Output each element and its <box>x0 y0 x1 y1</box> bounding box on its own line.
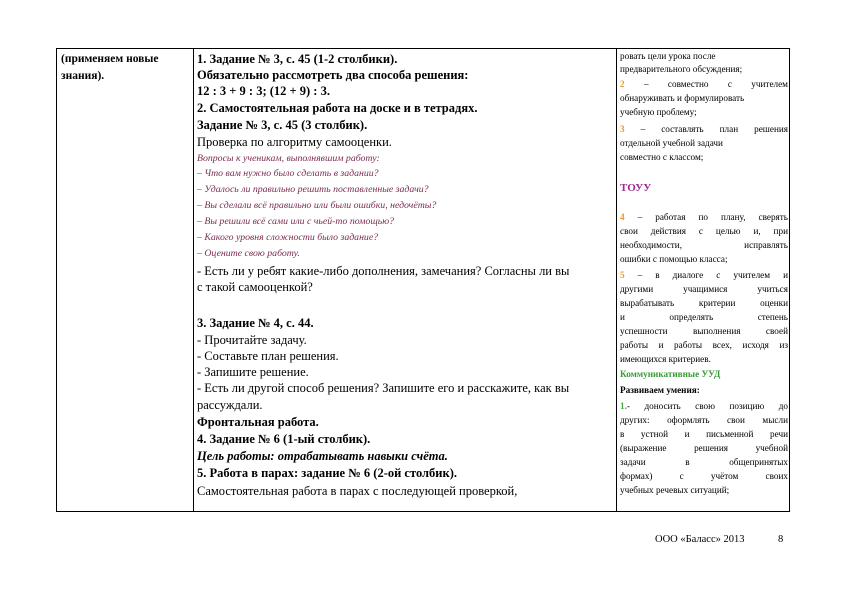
content-column <box>197 49 615 511</box>
task-heading: 5. Работа в парах: задание № 6 (2-ой столбик). <box>197 466 457 480</box>
question-item: – Удалось ли правильно решить поставленные задачи? <box>197 184 429 195</box>
outcome-text: успешности выполнения своей <box>620 326 788 336</box>
outcome-text: – в диалоге с учителем и <box>624 270 788 280</box>
outcome-text: в устной и письменной речи <box>620 429 788 439</box>
outcome-text: свои действия с целью и, при <box>620 226 788 236</box>
section-heading: Коммуникативные УУД <box>620 369 721 379</box>
question-item: – Оцените свою работу. <box>197 248 300 259</box>
outcome-item <box>620 124 788 134</box>
outcome-text: – работая по плану, сверять <box>624 212 788 222</box>
stage-label: (применяем новые <box>61 53 159 65</box>
lesson-table <box>56 48 790 512</box>
task-text: рассуждали. <box>197 398 263 412</box>
outcome-item <box>620 79 788 89</box>
item-number: 1. <box>620 401 627 411</box>
item-number: 3 <box>620 124 625 134</box>
question-item: – Вы решили всё сами или с чьей-то помощью? <box>197 216 395 227</box>
task-heading: 2. Самостоятельная работа на доске и в тетрадях. <box>197 101 478 115</box>
goal-line <box>197 449 448 464</box>
task-text: 12 : 3 + 9 : 3; (12 + 9) : 3. <box>197 84 330 98</box>
item-number: 2 <box>620 79 625 89</box>
questions-heading: Вопросы к ученикам, выполнявшим работу: <box>197 153 380 164</box>
column-divider <box>616 49 617 511</box>
outcome-text: работы и работы всех, исходя из <box>620 340 788 350</box>
outcome-text: - доносить свою позицию до <box>626 401 788 411</box>
task-heading: Задание № 3, с. 45 (3 столбик). <box>197 118 368 132</box>
outcome-text: обнаруживать и формулировать <box>620 93 745 103</box>
task-text: с такой самооценкой? <box>197 280 313 294</box>
question-item: – Что вам нужно было сделать в задании? <box>197 168 379 179</box>
task-heading: 3. Задание № 4, с. 44. <box>197 316 314 330</box>
outcome-text: других: оформлять свои мысли <box>620 415 788 425</box>
task-text: Проверка по алгоритму самооценки. <box>197 135 392 149</box>
outcome-text: ошибки с помощью класса; <box>620 254 728 264</box>
outcome-text: и определять степень <box>620 312 788 322</box>
footer-publisher: ООО «Баласс» 2013 <box>655 534 745 545</box>
goal-text: отрабатывать навыки счёта. <box>274 449 448 463</box>
section-subheading: Развиваем умения: <box>620 385 700 395</box>
question-item: – Вы сделали всё правильно или были ошибки, недочёты? <box>197 200 437 211</box>
column-divider <box>193 49 194 511</box>
task-heading: Фронтальная работа. <box>197 415 319 429</box>
outcome-text: формах) с учётом своих <box>620 471 788 481</box>
outcome-text: отдельной учебной задачи <box>620 138 723 148</box>
outcome-text: другими учащимися учиться <box>620 284 788 294</box>
stage-label: знания). <box>61 70 105 82</box>
outcome-text: – совместно с учителем <box>624 79 788 89</box>
outcome-text: ровать цели урока после <box>620 51 716 61</box>
outcome-item <box>620 401 788 411</box>
outcome-text: (выражение решения учебной <box>620 443 788 453</box>
item-number: 4 <box>620 212 625 222</box>
goal-label: Цель работы: <box>197 449 275 463</box>
task-text: - Запишите решение. <box>197 365 309 379</box>
stage-column <box>61 49 189 511</box>
task-text: - Есть ли у ребят какие-либо дополнения, замечания? Согласны ли вы <box>197 264 570 278</box>
outcome-text: – составлять план решения <box>624 124 788 134</box>
page-number: 8 <box>778 534 784 545</box>
outcome-text: вырабатывать критерии оценки <box>620 298 788 308</box>
outcome-text: имеющихся критериев. <box>620 354 711 364</box>
outcome-text: учебную проблему; <box>620 107 697 117</box>
task-text: Самостоятельная работа в парах с последующей проверкой, <box>197 484 518 498</box>
item-number: 5 <box>620 270 625 280</box>
task-text: - Есть ли другой способ решения? Запишите его и расскажите, как вы <box>197 381 570 395</box>
outcome-item <box>620 270 788 280</box>
outcome-text: предварительного обсуждения; <box>620 64 743 74</box>
outcome-text: учебных речевых ситуаций; <box>620 485 730 495</box>
task-heading: 1. Задание № 3, с. 45 (1-2 столбики). <box>197 52 398 66</box>
outcome-text: совместно с классом; <box>620 152 704 162</box>
task-text: - Прочитайте задачу. <box>197 333 307 347</box>
outcome-item <box>620 212 788 222</box>
task-text: Обязательно рассмотреть два способа решения: <box>197 68 469 82</box>
question-item: – Какого уровня сложности было задание? <box>197 232 379 243</box>
outcome-text: необходимости, исправлять <box>620 240 788 250</box>
outcome-text: задачи в общепринятых <box>620 457 788 467</box>
section-heading: ТОУУ <box>620 182 652 194</box>
task-heading: 4. Задание № 6 (1-ый столбик). <box>197 432 371 446</box>
task-text: - Составьте план решения. <box>197 349 339 363</box>
outcomes-column <box>620 49 788 511</box>
